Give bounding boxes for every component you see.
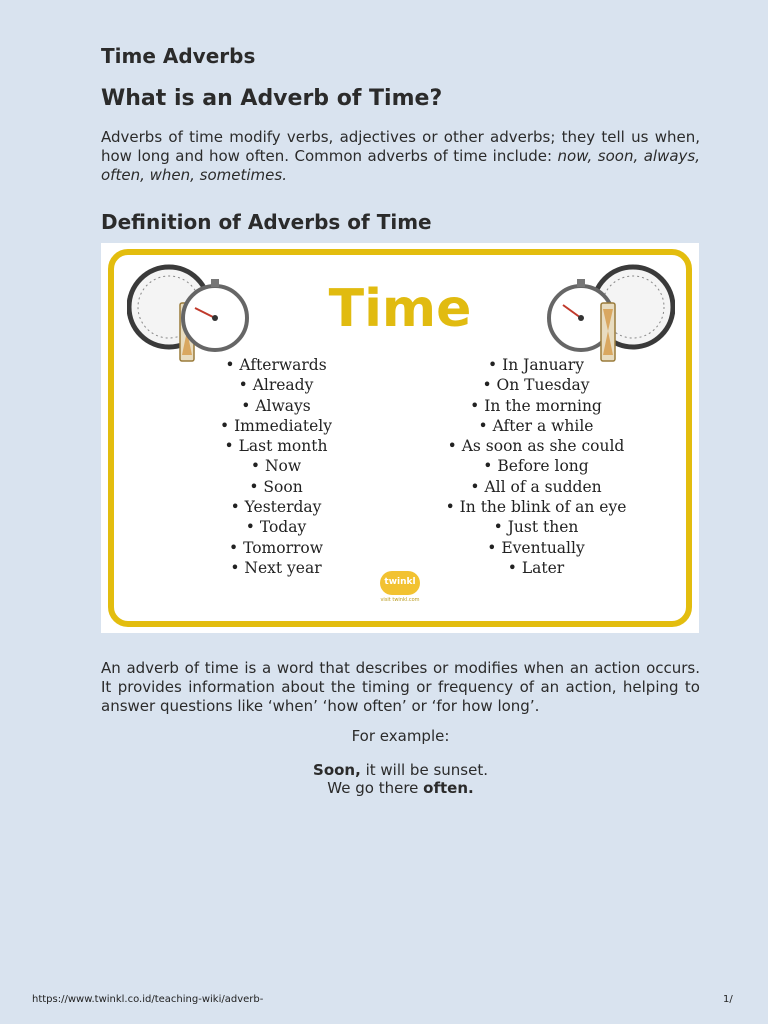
document-title: Time Adverbs xyxy=(101,44,256,68)
list-item: • Eventually xyxy=(431,538,641,558)
list-item: • Immediately xyxy=(201,416,351,436)
list-item: • All of a sudden xyxy=(431,477,641,497)
example-adverb: Soon, xyxy=(313,761,361,779)
intro-text: Adverbs of time modify verbs, adjectives or other adverbs; they tell us when, how long and how often. Common adverbs of time include: xyxy=(101,128,700,165)
list-item: • Already xyxy=(201,375,351,395)
intro-paragraph xyxy=(101,128,700,185)
intro-examples: now, soon, always, often, when, sometimes. xyxy=(101,147,700,184)
definition-paragraph: An adverb of time is a word that describes or modifies when an action occurs. It provides information about the timing or frequency of an action, helping to answer questions like ‘when’ ‘how often’ or ‘for how long’. xyxy=(101,659,700,715)
example-label: For example: xyxy=(351,727,450,745)
list-item: • Last month xyxy=(201,436,351,456)
list-item: • In the blink of an eye xyxy=(431,497,641,517)
example-sentence xyxy=(101,761,700,780)
footer-url: https://www.twinkl.co.id/teaching-wiki/adverb- xyxy=(32,994,264,1005)
list-item: • Tomorrow xyxy=(201,538,351,558)
time-adverbs-poster xyxy=(101,243,699,633)
list-item: • After a while xyxy=(431,416,641,436)
twinkl-logo: twinkl xyxy=(380,571,420,595)
section-heading: What is an Adverb of Time? xyxy=(101,86,443,111)
definition-heading: Definition of Adverbs of Time xyxy=(101,210,432,234)
list-item: • Before long xyxy=(431,456,641,476)
list-item: • Soon xyxy=(201,477,351,497)
right-adverb-list xyxy=(431,355,641,578)
poster-title: Time xyxy=(328,279,472,339)
list-item: • On Tuesday xyxy=(431,375,641,395)
list-item: • As soon as she could xyxy=(431,436,641,456)
list-item: • Yesterday xyxy=(201,497,351,517)
page-number: 1/ xyxy=(723,994,733,1005)
example-adverb: often. xyxy=(423,779,474,797)
list-item: • Afterwards xyxy=(201,355,351,375)
list-item: • In January xyxy=(431,355,641,375)
left-adverb-list xyxy=(201,355,351,578)
example-text: it will be sunset. xyxy=(360,761,488,779)
list-item: • Now xyxy=(201,456,351,476)
list-item: • Today xyxy=(201,517,351,537)
list-item: • Always xyxy=(201,396,351,416)
list-item: • Next year xyxy=(201,558,351,578)
example-text: We go there xyxy=(327,779,424,797)
example-sentence xyxy=(101,779,700,798)
list-item: • Just then xyxy=(431,517,641,537)
list-item: • Later xyxy=(431,558,641,578)
list-item: • In the morning xyxy=(431,396,641,416)
logo-url: visit twinkl.com xyxy=(380,597,420,603)
